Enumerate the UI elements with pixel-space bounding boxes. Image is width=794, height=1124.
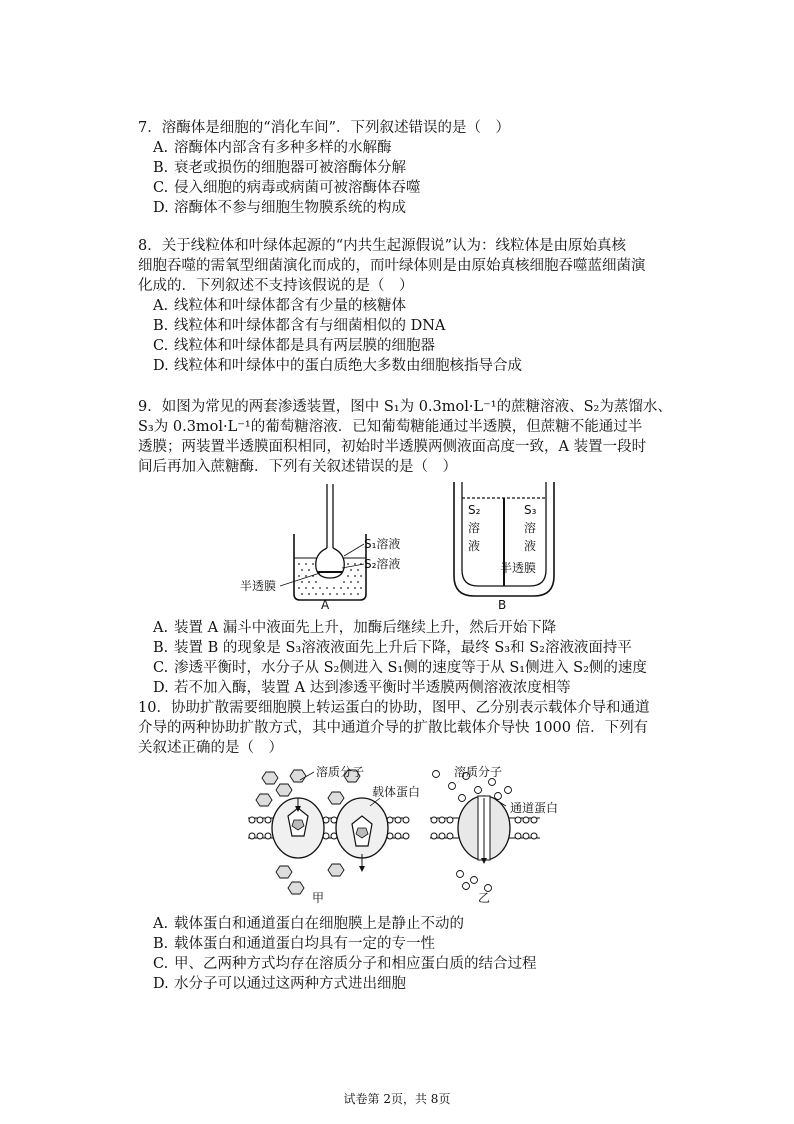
option-label: B. — [153, 936, 169, 952]
question-9-option-d — [138, 678, 698, 698]
question-8-option-d — [138, 356, 698, 376]
question-7-option-c — [138, 178, 698, 198]
option-label: B. — [153, 318, 169, 334]
jia-label: 甲 — [312, 891, 325, 905]
s1-solution-label: S₁溶液 — [364, 537, 401, 551]
question-7 — [138, 118, 698, 218]
question-9 — [138, 397, 698, 477]
question-9-option-a — [138, 618, 698, 638]
question-10-options — [138, 914, 698, 994]
question-9-stem-line: 透膜；两装置半透膜面积相同，初始时半透膜两侧液面高度一致，A 装置一段时 — [138, 439, 647, 455]
option-label: A. — [153, 298, 169, 314]
option-label: C. — [153, 338, 169, 354]
question-8-stem-line: 细胞吞噬的需氧型细菌演化而成的，而叶绿体则是由原始真核细胞吞噬蓝细菌演 — [138, 258, 646, 274]
question-9-stem-line: 9．如图为常见的两套渗透装置，图中 S₁为 0.3mol·L⁻¹的蔗糖溶液、S₂为蒸馏水、 — [138, 399, 672, 415]
question-10-option-b — [138, 934, 698, 954]
s2-solution-label: S₂溶液 — [364, 557, 401, 571]
b-left-line-1: S₂ — [468, 503, 481, 517]
osmosis-apparatus-figure — [236, 482, 566, 612]
question-8-stem-line: 化成的．下列叙述不支持该假说的是（ ） — [138, 278, 414, 294]
question-9-stem-line: 间后再加入蔗糖酶．下列有关叙述错误的是（ ） — [138, 459, 457, 475]
option-text: 线粒体和叶绿体都含有与细菌相似的 DNA — [174, 318, 446, 334]
option-text: 衰老或损伤的细胞器可被溶酶体分解 — [174, 160, 406, 176]
question-7-option-a — [138, 138, 698, 158]
option-text: 装置 A 漏斗中液面先上升，加酶后继续上升，然后开始下降 — [174, 620, 557, 636]
question-7-option-b — [138, 158, 698, 178]
option-label: A. — [153, 140, 169, 156]
option-text: 线粒体和叶绿体中的蛋白质绝大多数由细胞核指导合成 — [174, 358, 522, 374]
option-label: D. — [153, 680, 169, 696]
b-left-line-3: 液 — [468, 539, 481, 553]
funnel-bulb — [316, 548, 345, 578]
solute-label-right: 溶质分子 — [454, 765, 503, 779]
page-footer: 试卷第 2页，共 8页 — [343, 1092, 451, 1106]
question-9-option-b — [138, 638, 698, 658]
option-text: 线粒体和叶绿体都是具有两层膜的细胞器 — [174, 338, 435, 354]
apparatus-b — [454, 482, 554, 612]
option-text: 渗透平衡时，水分子从 S₂侧进入 S₁侧的速度等于从 S₁侧进入 S₂侧的速度 — [174, 660, 647, 676]
option-text: 溶酶体内部含有多种多样的水解酶 — [174, 140, 392, 156]
b-right-line-3: 液 — [524, 539, 537, 553]
option-text: 载体蛋白和通道蛋白均具有一定的专一性 — [174, 936, 435, 952]
question-8-option-c — [138, 336, 698, 356]
question-10 — [138, 698, 698, 758]
apparatus-a — [240, 484, 400, 612]
membrane-jia — [248, 764, 420, 905]
question-7-option-d — [138, 198, 698, 218]
option-text: 载体蛋白和通道蛋白在细胞膜上是静止不动的 — [174, 916, 464, 932]
option-label: C. — [153, 660, 169, 676]
b-right-line-2: 溶 — [524, 521, 537, 535]
apparatus-b-label: B — [498, 598, 507, 612]
option-label: A. — [153, 620, 169, 636]
option-text: 装置 B 的现象是 S₃溶液液面先上升后下降，最终 S₃和 S₂溶液液面持平 — [174, 640, 632, 656]
question-10-stem-line: 10．协助扩散需要细胞膜上转运蛋白的协助，图甲、乙分别表示载体介导和通道 — [138, 700, 650, 716]
question-10-stem-line: 关叙述正确的是（ ） — [138, 740, 283, 756]
facilitated-diffusion-figure — [240, 762, 570, 908]
b-right-line-1: S₃ — [524, 503, 537, 517]
option-label: D. — [153, 976, 169, 992]
option-text: 线粒体和叶绿体都含有少量的核糖体 — [174, 298, 406, 314]
option-text: 侵入细胞的病毒或病菌可被溶酶体吞噬 — [174, 180, 421, 196]
option-label: D. — [153, 200, 169, 216]
option-label: D. — [153, 358, 169, 374]
option-text: 溶酶体不参与细胞生物膜系统的构成 — [174, 200, 406, 216]
question-10-option-c — [138, 954, 698, 974]
option-label: C. — [153, 956, 169, 972]
channel-protein-label: 通道蛋白 — [510, 801, 559, 815]
option-text: 若不加入酶，装置 A 达到渗透平衡时半透膜两侧溶液浓度相等 — [174, 680, 571, 696]
option-text: 水分子可以通过这两种方式进出细胞 — [174, 976, 406, 992]
question-9-options — [138, 618, 698, 698]
question-8-option-b — [138, 316, 698, 336]
solute-label-left: 溶质分子 — [316, 765, 365, 779]
yi-label: 乙 — [478, 891, 491, 905]
funnel-tube — [327, 484, 333, 548]
question-8 — [138, 236, 698, 376]
option-label: B. — [153, 160, 169, 176]
question-10-option-a — [138, 914, 698, 934]
option-label: A. — [153, 916, 169, 932]
membrane-b-label: 半透膜 — [500, 561, 537, 575]
option-label: C. — [153, 180, 169, 196]
b-left-line-2: 溶 — [468, 521, 481, 535]
question-10-option-d — [138, 974, 698, 994]
carrier-protein-label: 载体蛋白 — [372, 785, 421, 799]
question-10-stem-line: 介导的两种协助扩散方式，其中通道介导的扩散比载体介导快 1000 倍．下列有 — [138, 720, 649, 736]
membrane-yi — [430, 764, 558, 905]
membrane-a-label: 半透膜 — [240, 579, 277, 593]
question-8-option-a — [138, 296, 698, 316]
question-9-stem-line: S₃为 0.3mol·L⁻¹的葡萄糖溶液．已知葡萄糖能通过半透膜，但蔗糖不能通过半 — [138, 419, 643, 435]
apparatus-a-label: A — [321, 598, 330, 612]
question-7-stem: 7．溶酶体是细胞的“消化车间”．下列叙述错误的是（ ） — [138, 120, 511, 136]
option-text: 甲、乙两种方式均存在溶质分子和相应蛋白质的结合过程 — [174, 956, 537, 972]
question-8-stem-line: 8．关于线粒体和叶绿体起源的“内共生起源假说”认为：线粒体是由原始真核 — [138, 238, 627, 254]
option-label: B. — [153, 640, 169, 656]
question-9-option-c — [138, 658, 698, 678]
